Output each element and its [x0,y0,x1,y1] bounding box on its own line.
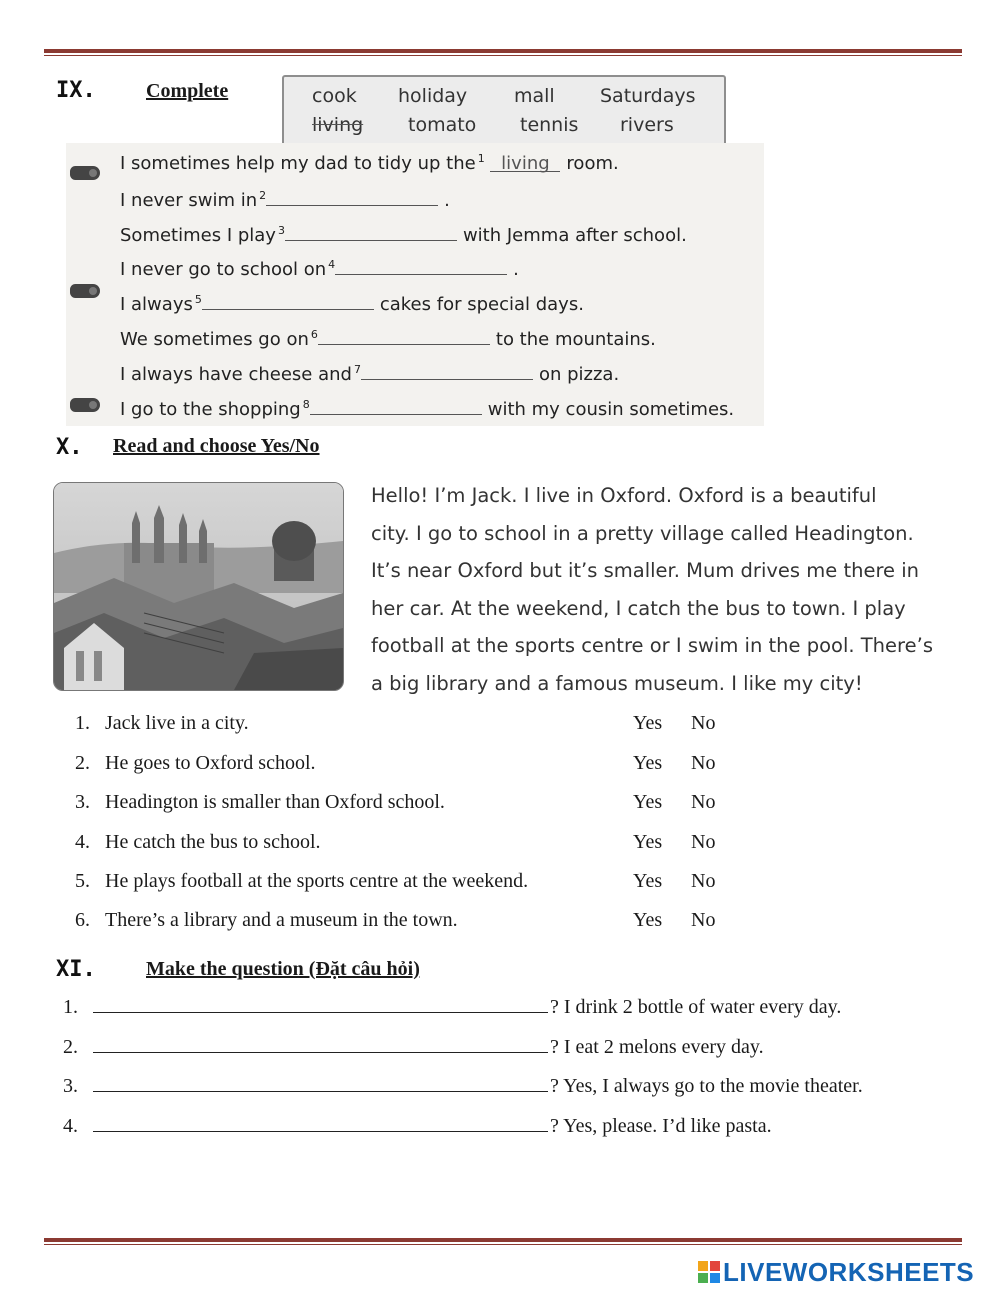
section-10-title: Read and choose Yes/No [113,435,320,457]
top-rule [44,49,962,53]
word-bank-item: rivers [620,114,674,136]
answer-blank-1[interactable]: living [490,153,560,172]
bottom-rule-thin [44,1244,962,1245]
yes-option-6[interactable]: Yes [633,909,663,931]
sentence-1: I sometimes help my dad to tidy up the $^1$ living room. [120,152,619,174]
no-option-3[interactable]: No [691,791,716,813]
reading-passage [371,477,961,702]
section-9-number: IX. [56,78,96,103]
word-bank-item: cook [312,85,357,107]
passage-line: a big library and a famous museum. I like my city! [371,671,863,695]
passage-line: football at the sports centre or I swim in the pool. There’s [371,634,933,657]
yes-no-question-5: 5. He plays football at the sports centre at the weekend. [75,870,529,892]
yes-option-1[interactable]: Yes [633,712,663,734]
sentence-3: Sometimes I play $^3$ with Jemma after school. [120,224,687,246]
passage-line: city. I go to school in a pretty village called Headington. [371,521,914,545]
sentence-8: I go to the shopping $^8$ with my cousin sometimes. [120,398,735,420]
passage-line: Hello! I’m Jack. I live in Oxford. Oxford is a beautiful [371,484,877,507]
sentence-2: I never swim in $^2$ . [120,189,450,211]
yes-no-question-1: 1. Jack live in a city. [75,712,249,734]
sentence-5: I always $^5$ cakes for special days. [120,293,584,315]
yes-no-question-3: 3. Headington is smaller than Oxford school. [75,791,445,813]
make-question-4: 4. ? Yes, please. I’d like pasta. [63,1115,772,1137]
word-bank-item-struck: living [312,114,364,136]
oxford-skyline-image [54,483,343,690]
word-bank-item: tomato [408,114,477,136]
section-9-title: Complete [146,80,229,102]
yes-option-4[interactable]: Yes [633,831,663,853]
yes-option-2[interactable]: Yes [633,752,663,774]
question-input-3[interactable] [93,1075,548,1092]
question-input-1[interactable] [93,996,548,1013]
no-option-1[interactable]: No [691,712,716,734]
ring-binder-icon [70,166,100,180]
make-question-2: 2. ? I eat 2 melons every day. [63,1036,764,1058]
answer-blank-3[interactable] [285,222,457,241]
oxford-city-photo [53,482,344,691]
no-option-4[interactable]: No [691,831,716,853]
no-option-2[interactable]: No [691,752,716,774]
sentence-7: I always have cheese and $^7$ on pizza. [120,363,620,385]
logo-text: LIVEWORKSHEETS [723,1256,975,1287]
section-11-number: XI. [56,957,96,982]
section-10-number: X. [56,435,83,460]
answer-blank-4[interactable] [335,256,507,275]
passage-line: It’s near Oxford but it’s smaller. Mum drives me there in [371,559,920,582]
yes-no-question-2: 2. He goes to Oxford school. [75,752,316,774]
passage-line: her car. At the weekend, I catch the bus to town. I play [371,596,906,620]
liveworksheets-logo-icon [698,1261,720,1283]
ring-binder-icon [70,398,100,412]
question-input-4[interactable] [93,1115,548,1132]
answer-blank-2[interactable] [266,187,438,206]
make-question-1: 1. ? I drink 2 bottle of water every day. [63,996,842,1018]
make-question-3: 3. ? Yes, I always go to the movie theater. [63,1075,863,1097]
word-bank-item: holiday [398,85,468,107]
yes-option-5[interactable]: Yes [633,870,663,892]
answer-blank-6[interactable] [318,326,490,345]
word-bank [282,75,726,151]
sentence-4: I never go to school on $^4$ . [120,258,519,280]
question-input-2[interactable] [93,1036,548,1053]
answer-blank-7[interactable] [361,361,533,380]
word-bank-item: mall [514,85,555,107]
ring-binder-icon [70,284,100,298]
bottom-rule [44,1238,962,1242]
sentence-6: We sometimes go on $^6$ to the mountains. [120,328,656,350]
top-rule-thin [44,55,962,56]
word-bank-item: Saturdays [600,85,696,107]
no-option-5[interactable]: No [691,870,716,892]
yes-no-question-6: 6. There’s a library and a museum in the town. [75,909,458,931]
liveworksheets-logo [698,1258,974,1286]
word-bank-item: tennis [520,114,579,136]
answer-blank-8[interactable] [310,396,482,415]
yes-option-3[interactable]: Yes [633,791,663,813]
yes-no-question-4: 4. He catch the bus to school. [75,831,321,853]
answer-blank-5[interactable] [202,291,374,310]
no-option-6[interactable]: No [691,909,716,931]
section-11-title: Make the question (Đặt câu hỏi) [146,958,420,980]
